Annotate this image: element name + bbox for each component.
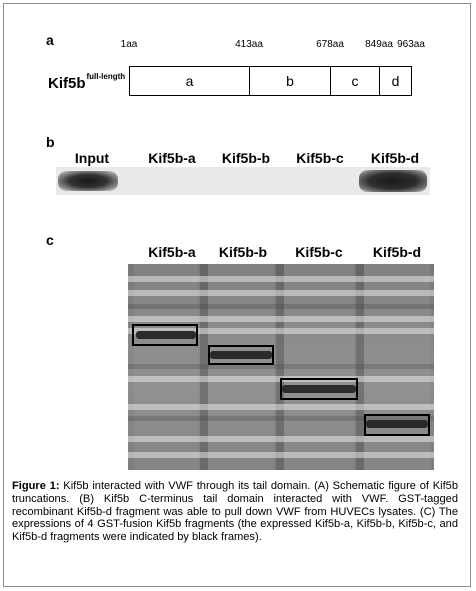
blot-lane-input: Input <box>74 150 110 166</box>
tick-963aa: 963aa <box>397 39 425 50</box>
segment-c <box>330 66 380 96</box>
tick-678aa: 678aa <box>316 39 344 50</box>
figure-caption <box>12 480 458 544</box>
blot-lane-kif5b-c: Kif5b-c <box>296 150 344 166</box>
blot-lane-kif5b-b: Kif5b-b <box>221 150 271 166</box>
segment-d-label: d <box>391 73 400 89</box>
blot-lane-kif5b-d: Kif5b-d <box>370 150 420 166</box>
frame-kif5b-d <box>364 414 430 436</box>
gene-name <box>48 72 125 92</box>
blot-band-kif5b-d <box>359 170 427 192</box>
sds-page-gel <box>128 264 434 470</box>
blot-band-input <box>58 171 118 191</box>
blot-lane-kif5b-a: Kif5b-a <box>148 150 196 166</box>
segment-b <box>249 66 331 96</box>
panel-b-label: b <box>46 134 55 150</box>
gel-lane-kif5b-b: Kif5b-b <box>218 244 268 260</box>
tick-1aa: 1aa <box>120 39 138 50</box>
gel-lane-kif5b-a: Kif5b-a <box>148 244 196 260</box>
segment-c-label: c <box>351 73 359 89</box>
gel-lane-kif5b-d: Kif5b-d <box>372 244 422 260</box>
caption-lead: Figure 1: <box>12 480 60 492</box>
western-blot-strip <box>56 167 430 195</box>
caption-text: Kif5b interacted with VWF through its tail domain. (A) Schematic figure of Kif5b truncations. (B) Kif5b C-terminus tail domain interacted with VWF. GST-tagged recombinant Kif5b-d fragment was able to pull down VWF from HUVECs lysates. (C) The expressions of 4 GST-fusion Kif5b fragments (the expressed Kif5b-a, Kif5b-b, Kif5b-c, and Kif5b-d fragments were indicated by black frames). <box>12 480 458 544</box>
tick-413aa: 413aa <box>235 39 263 50</box>
gene-name-text: Kif5b <box>48 75 86 92</box>
panel-a-label: a <box>46 32 54 48</box>
segment-a-label: a <box>185 73 194 89</box>
frame-kif5b-b <box>208 345 274 365</box>
gel-lane-kif5b-c: Kif5b-c <box>295 244 343 260</box>
panel-c-label: c <box>46 232 54 248</box>
frame-kif5b-c <box>280 378 358 400</box>
segment-b-label: b <box>286 73 294 89</box>
gene-superscript: full-length <box>86 72 126 81</box>
segment-a <box>129 66 250 96</box>
frame-kif5b-a <box>132 324 198 346</box>
segment-d <box>379 66 412 96</box>
tick-849aa: 849aa <box>365 39 393 50</box>
